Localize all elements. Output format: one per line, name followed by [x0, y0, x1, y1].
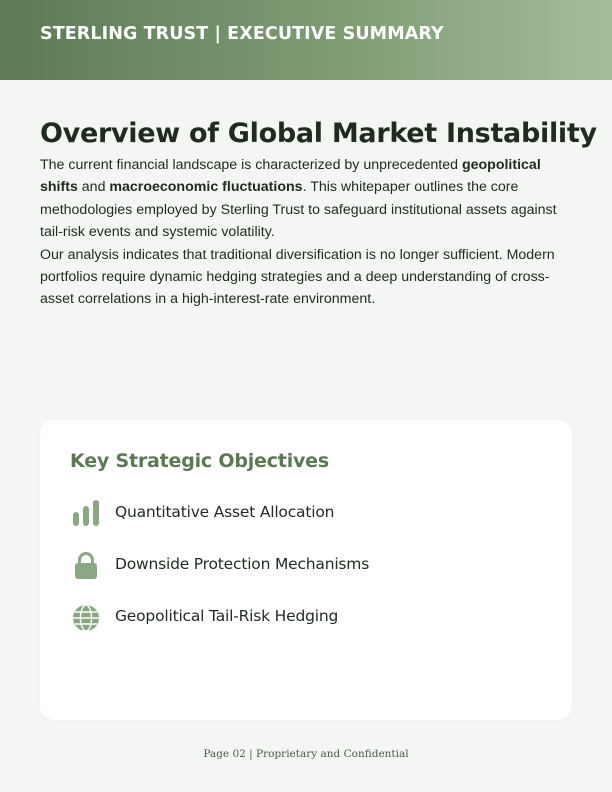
page-title: Overview of Global Market Instability	[40, 118, 597, 149]
header-title: STERLING TRUST | EXECUTIVE SUMMARY	[40, 24, 444, 44]
objective-label: Geopolitical Tail-Risk Hedging	[115, 607, 339, 625]
p1-bold-macroeconomic: macroeconomic fluctuations	[109, 179, 303, 196]
p1-text-a: The current financial landscape is characterized by unprecedented	[40, 157, 462, 173]
p1-text-c: and	[77, 179, 110, 196]
objective-label: Downside Protection Mechanisms	[115, 555, 370, 573]
objective-item-allocation	[70, 498, 540, 528]
overview-body	[40, 154, 580, 311]
objectives-title: Key Strategic Objectives	[70, 450, 329, 472]
header-banner	[0, 0, 612, 80]
objective-item-protection	[70, 550, 540, 580]
lock-icon	[70, 550, 102, 580]
globe-icon	[70, 602, 102, 632]
objective-label: Quantitative Asset Allocation	[115, 503, 335, 521]
p1-bold-geopolitical: geopolitical shifts	[40, 157, 541, 196]
page-footer: Page 02 | Proprietary and Confidential	[203, 748, 409, 760]
p1-text-e: . This whitepaper outlines the core methodologies employed by Sterling Trust to safeguard institutional assets against tail-risk events and systemic volatility.	[40, 179, 557, 241]
bar-chart-icon	[70, 498, 102, 528]
overview-paragraph-1	[40, 154, 580, 244]
objective-item-hedging	[70, 602, 540, 632]
overview-paragraph-2: Our analysis indicates that traditional diversification is no longer sufficient. Modern portfolios require dynamic hedging strategies and a deep understanding of cross-asset correlations in a high-interest-rate environment.	[40, 246, 555, 308]
objectives-card	[40, 420, 572, 720]
